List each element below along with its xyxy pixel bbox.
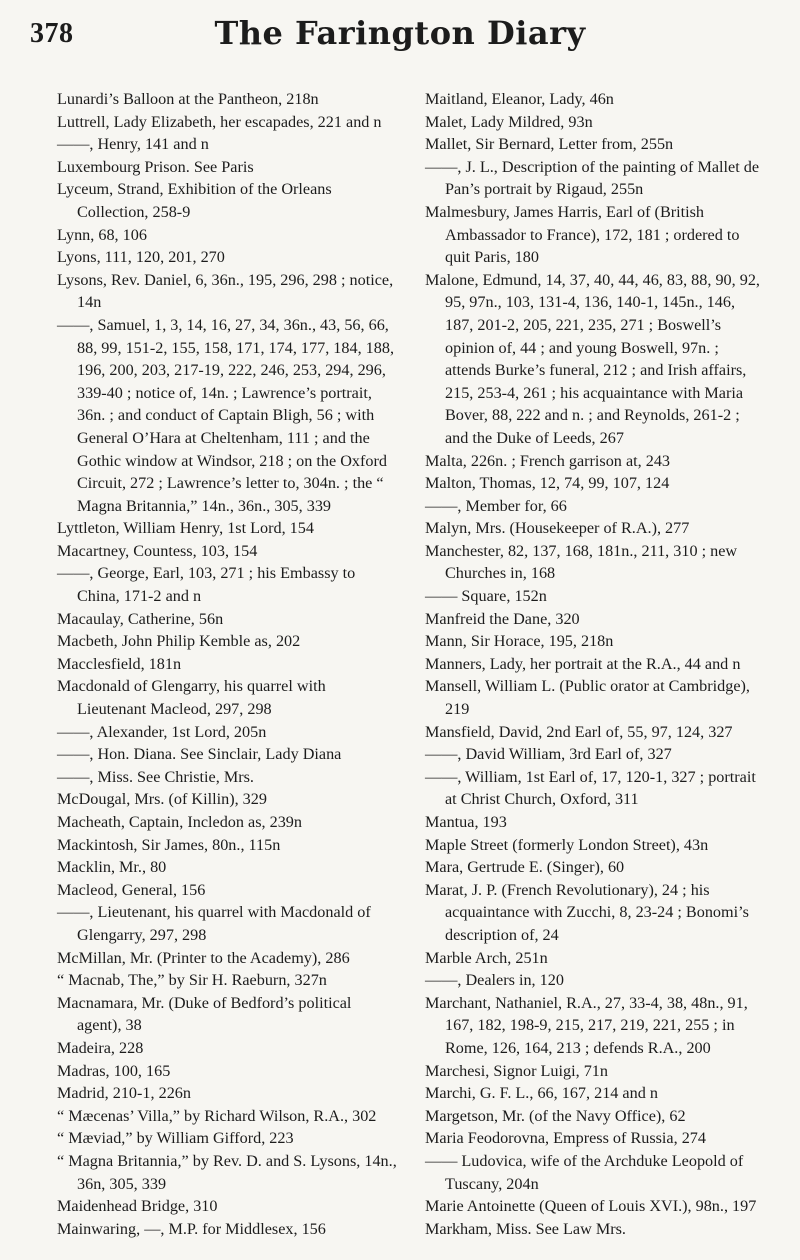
index-entry: Lyttleton, William Henry, 1st Lord, 154 [57, 519, 314, 538]
index-entry: Maidenhead Bridge, 310 [57, 1197, 218, 1216]
index-entry: “ Mæviad,” by William Gifford, 223 [57, 1129, 294, 1148]
running-title: The Farington Diary [214, 14, 586, 52]
index-column-right [425, 88, 765, 1240]
index-entry: ——, Samuel, 1, 3, 14, 16, 27, 34, 36n., 43, 56, 66, 88, 99, 151-2, 155, 158, 171, 174, 177, 184, 188, 196, 200, 203, 217-19, 222, 246, 253, 294, 296, 339-40 ; notice of, 14n. ; Lawrence’s portrait, 36n. ; and conduct of Captain Bligh, 56 ; with General O’Hara at Cheltenham, 111 ; and the Gothic window at Windsor, 218 ; on the Oxford Circuit, 272 ; Lawrence’s letter to, 304n. ; the “ Magna Britannia,” 14n., 36n., 305, 339 [57, 315, 394, 515]
index-entry: Mansfield, David, 2nd Earl of, 55, 97, 124, 327 [425, 722, 733, 741]
index-entry: Manchester, 82, 137, 168, 181n., 211, 310 ; new Churches in, 168 [425, 541, 738, 583]
index-entry: Mallet, Sir Bernard, Letter from, 255n [425, 135, 674, 154]
index-entry: Luxembourg Prison. See Paris [57, 157, 254, 176]
index-entry: ——, Miss. See Christie, Mrs. [57, 767, 254, 786]
index-entry: Maple Street (formerly London Street), 43n [425, 835, 709, 854]
index-entry: Macleod, General, 156 [57, 880, 206, 899]
index-entry: Luttrell, Lady Elizabeth, her escapades, 221 and n [57, 112, 382, 131]
index-entry: McMillan, Mr. (Printer to the Academy), 286 [57, 948, 350, 967]
index-entry: Marble Arch, 251n [425, 948, 548, 967]
index-entry: Lunardi’s Balloon at the Pantheon, 218n [57, 90, 319, 108]
index-entry: Macklin, Mr., 80 [57, 858, 167, 877]
index-entry: —— Square, 152n [425, 587, 547, 606]
index-entry: Macbeth, John Philip Kemble as, 202 [57, 632, 301, 651]
index-entry: Marchant, Nathaniel, R.A., 27, 33-4, 38, 48n., 91, 167, 182, 198-9, 215, 217, 219, 221, 255 ; in Rome, 126, 164, 213 ; defends R.A., 200 [425, 993, 748, 1057]
index-entry: Macnamara, Mr. (Duke of Bedford’s political agent), 38 [57, 993, 352, 1035]
index-entry: ——, David William, 3rd Earl of, 327 [425, 745, 672, 764]
index-entry: Mackintosh, Sir James, 80n., 115n [57, 835, 281, 854]
index-entry: Madrid, 210-1, 226n [57, 1084, 191, 1103]
index-entry: Malyn, Mrs. (Housekeeper of R.A.), 277 [425, 519, 690, 538]
index-entry: Macartney, Countess, 103, 154 [57, 541, 258, 560]
index-entry: Malta, 226n. ; French garrison at, 243 [425, 451, 671, 470]
index-entry: Mara, Gertrude E. (Singer), 60 [425, 858, 625, 877]
index-entry: Macdonald of Glengarry, his quarrel with Lieutenant Macleod, 297, 298 [57, 677, 326, 719]
index-entry: Marie Antoinette (Queen of Louis XVI.), 98n., 197 [425, 1197, 757, 1216]
index-entry: —— Ludovica, wife of the Archduke Leopold of Tuscany, 204n [425, 1151, 744, 1193]
index-entry: Maria Feodorovna, Empress of Russia, 274 [425, 1129, 706, 1148]
index-entry: ——, J. L., Description of the painting of Mallet de Pan’s portrait by Rigaud, 255n [425, 157, 760, 199]
index-entry: Madras, 100, 165 [57, 1061, 171, 1080]
index-entry: ——, Lieutenant, his quarrel with Macdonald of Glengarry, 297, 298 [57, 903, 371, 944]
page-number: 378 [30, 18, 74, 49]
index-entry: ——, Henry, 141 and n [57, 135, 209, 154]
index-entry: “ Macnab, The,” by Sir H. Raeburn, 327n [57, 971, 327, 990]
index-entry: Lyceum, Strand, Exhibition of the Orleans Collection, 258-9 [57, 180, 332, 221]
index-entry: Malmesbury, James Harris, Earl of (British Ambassador to France), 172, 181 ; ordered to quit Paris, 180 [425, 202, 740, 267]
index-entry: ——, Dealers in, 120 [425, 971, 564, 990]
index-entry: Malet, Lady Mildred, 93n [425, 112, 593, 131]
index-entry: Manners, Lady, her portrait at the R.A., 44 and n [425, 654, 741, 673]
index-entry: Madeira, 228 [57, 1038, 144, 1057]
index-entry: Marchi, G. F. L., 66, 167, 214 and n [425, 1084, 658, 1103]
index-entry: Macheath, Captain, Incledon as, 239n [57, 813, 302, 831]
index-entry: Markham, Miss. See Law Mrs. [425, 1219, 626, 1238]
index-entry: ——, Alexander, 1st Lord, 205n [57, 722, 267, 741]
page-header [30, 14, 770, 58]
index-entry: “ Magna Britannia,” by Rev. D. and S. Lysons, 14n., 36n, 305, 339 [57, 1151, 397, 1193]
index-entry: Malton, Thomas, 12, 74, 99, 107, 124 [425, 474, 670, 493]
index-entry: McDougal, Mrs. (of Killin), 329 [57, 790, 267, 809]
index-entry: Manfreid the Dane, 320 [425, 609, 580, 628]
index-entry: Lyons, 111, 120, 201, 270 [57, 248, 225, 267]
index-entry: Lynn, 68, 106 [57, 225, 147, 244]
index-entry: Mansell, William L. (Public orator at Cambridge), 219 [425, 677, 750, 719]
index-entry: ——, William, 1st Earl of, 17, 120-1, 327 ; portrait at Christ Church, Oxford, 311 [425, 767, 756, 809]
index-entry: Marat, J. P. (French Revolutionary), 24 ; his acquaintance with Zucchi, 8, 23-24 ; Bonomi’s description of, 24 [425, 880, 749, 944]
index-entry: Macclesfield, 181n [57, 654, 182, 673]
index-entry: ——, Member for, 66 [425, 496, 567, 515]
index-entry: Margetson, Mr. (of the Navy Office), 62 [425, 1106, 686, 1125]
index-entry: Mainwaring, —, M.P. for Middlesex, 156 [57, 1219, 326, 1238]
index-entry: “ Mæcenas’ Villa,” by Richard Wilson, R.A., 302 [57, 1106, 377, 1125]
index-entry: Macaulay, Catherine, 56n [57, 609, 224, 628]
index-entry: Malone, Edmund, 14, 37, 40, 44, 46, 83, 88, 90, 92, 95, 97n., 103, 131-4, 136, 140-1, 145n., 146, 187, 201-2, 205, 221, 235, 271 ; Boswell’s opinion of, 44 ; and young Boswell, 97n. ; attends Burke’s funeral, 212 ; and Irish affairs, 215, 253-4, 261 ; his acquaintance with Maria Bover, 88, 222 and n. ; and Reynolds, 261-2 ; and the Duke of Leeds, 267 [425, 270, 760, 447]
index-column-left [57, 88, 397, 1240]
index-entry: Mann, Sir Horace, 195, 218n [425, 632, 614, 651]
index-entry: Maitland, Eleanor, Lady, 46n [425, 90, 614, 108]
index-entry: Lysons, Rev. Daniel, 6, 36n., 195, 296, 298 ; notice, 14n [57, 270, 394, 312]
index-columns [57, 88, 760, 1248]
index-entry: ——, George, Earl, 103, 271 ; his Embassy to China, 171-2 and n [57, 564, 356, 606]
index-entry: Marchesi, Signor Luigi, 71n [425, 1061, 608, 1080]
index-entry: ——, Hon. Diana. See Sinclair, Lady Diana [57, 745, 342, 764]
index-entry: Mantua, 193 [425, 813, 507, 831]
